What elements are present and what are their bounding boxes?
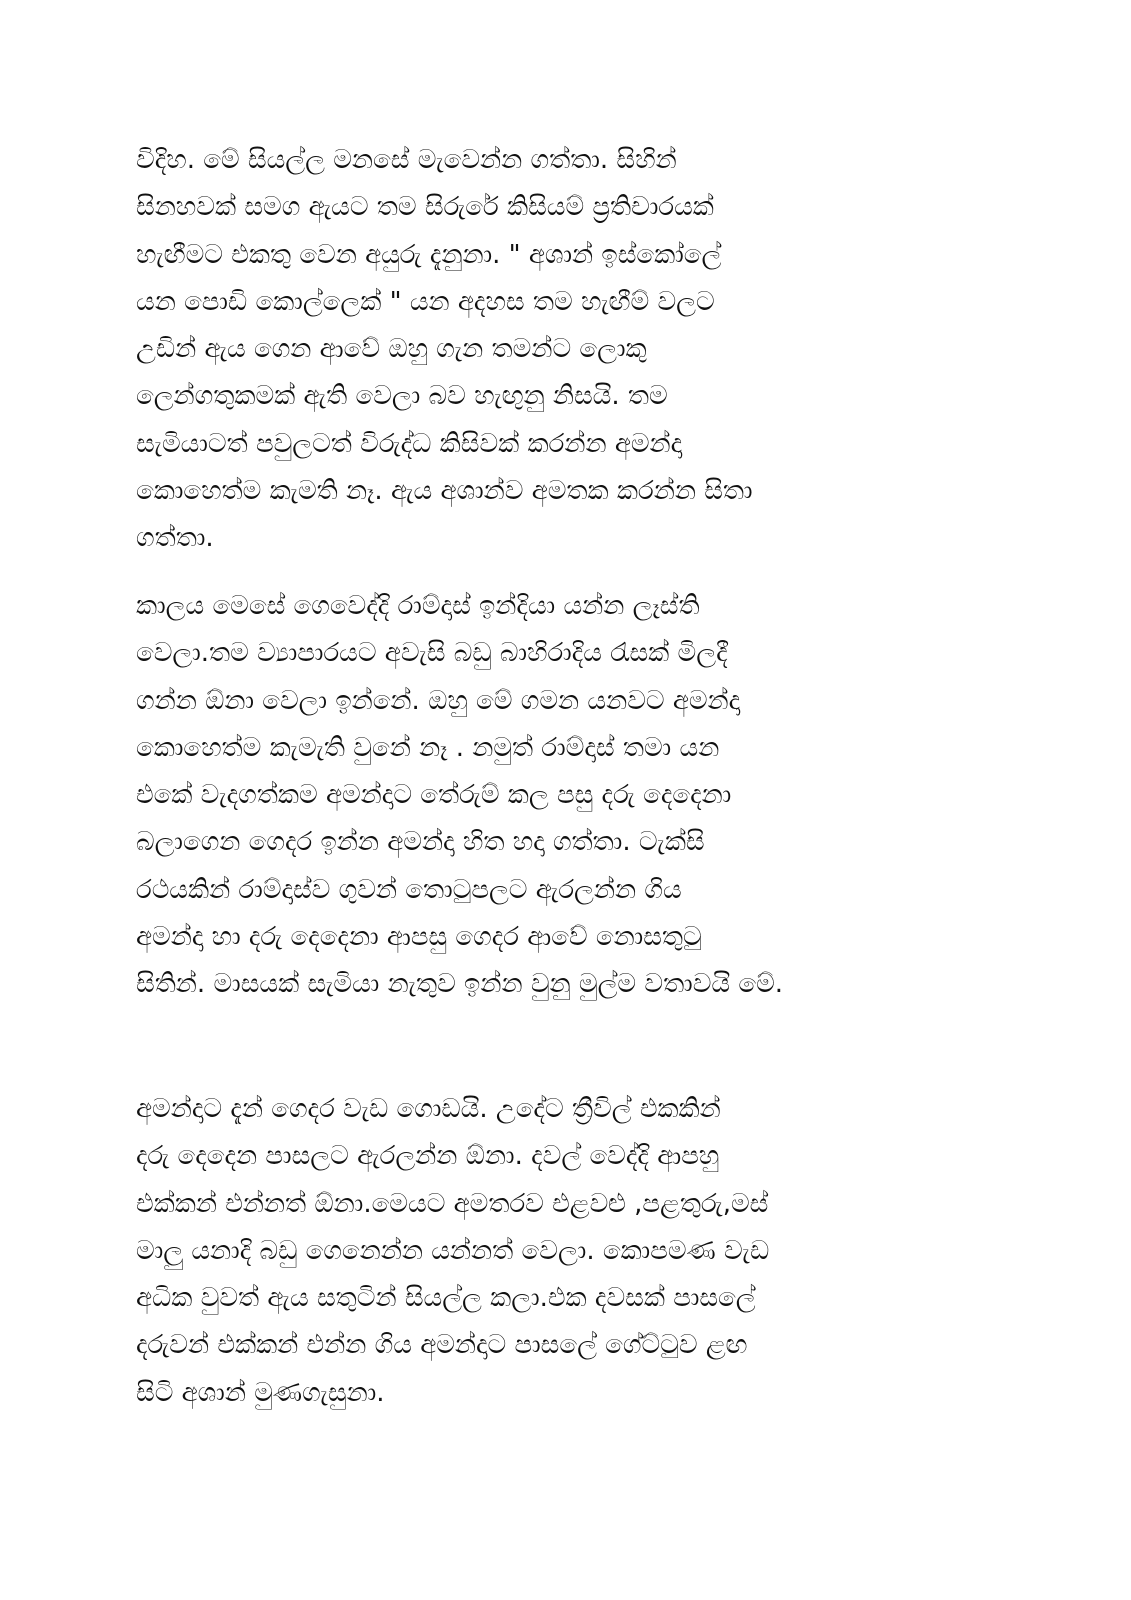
paragraph-3 xyxy=(136,1086,1016,1417)
text-line: කොහෙත්ම කැමැති වුනේ නෑ . නමුත් රාම්දාස් තමා යන xyxy=(136,732,720,763)
text-line: යන පොඩි කොල්ලෙක් " යන අදහස තම හැඟීම් වලට xyxy=(136,286,715,317)
text-line: විදිහ. මේ සියල්ල මනසේ මැවෙන්න ගත්තා. සිහින් xyxy=(136,145,677,175)
text-line: බලාගෙන ගෙදර ඉන්න අමන්දා හිත හදා ගත්තා. ටැක්සි xyxy=(136,827,705,858)
text-line: එක්කන් එන්නත් ඕනා.මෙයට අමතරව එළවළු ,පළතුරු,මස් xyxy=(136,1188,769,1219)
text-line: ගන්න ඕනා වෙලා ඉන්නේ. ඔහු මේ ගමන යනවට අමන්දා xyxy=(136,685,741,716)
paragraph-2 xyxy=(136,583,1016,1009)
text-line: කාලය මෙසේ ගෙවෙද්දි රාම්දාස් ඉන්දියා යන්න ලෑස්ති xyxy=(136,591,700,621)
text-line: සිනහවක් සමග ඇයට තම සිරුරේ කිසියම් ප්‍රතිචාරයක් xyxy=(136,192,714,223)
paragraph-1 xyxy=(136,137,1016,563)
text-line: දරුවන් එක්කන් එන්න ගිය අමන්දාට පාසලේ ගේට්ටුව ළඟ xyxy=(136,1330,748,1361)
text-line: ගත්තා. xyxy=(136,523,214,554)
text-line: සිටි අශාන් මුණගැසුනා. xyxy=(136,1377,385,1408)
text-line: කොහෙත්ම කැමති නෑ. ඇය අශාන්ව අමතක කරන්න සිතා xyxy=(136,476,753,507)
text-line: සිතින්. මාසයක් සැමියා නැතුව ඉන්න වුනු මුල්ම වතාවයි මේ. xyxy=(136,969,784,1000)
text-line: සැමියාටත් පවුලටත් විරුද්ධ කිසිවක් කරන්න අමන්දා xyxy=(136,428,683,459)
text-line: වෙලා.තම ව්‍යාපාරයට අවැසි බඩු බාහිරාදිය රැසක් මිලදී xyxy=(136,638,728,669)
text-line: අමන්දා හා දරු දෙදෙනා ආපසු ගෙදර ආවේ නොසතුටු xyxy=(136,922,702,953)
text-line: දරු දෙදෙන පාසලට ඇරලන්න ඕනා. දවල් වෙද්දි ආපහු xyxy=(136,1141,720,1172)
text-line: එකේ වැදගත්කම අමන්දාට තේරුම් කල පසු දරු දෙදෙනා xyxy=(136,780,732,811)
text-line: උඩින් ඇය ගෙන ආවේ ඔහු ගැන තමන්ට ලොකු xyxy=(136,334,647,365)
text-line: අධික වුවත් ඇය සතුටින් සියල්ල කලා.එක දවසක් පාසලේ xyxy=(136,1283,756,1314)
text-line: අමන්දාට දැන් ගෙදර වැඩ ගොඩයි. උදේට ත්‍රීවිල් එකකින් xyxy=(136,1094,721,1124)
text-line: ලෙන්ගතුකමක් ඇති වෙලා බව හැඟුනු නිසයි. තම xyxy=(136,381,668,412)
text-line: හැඟීමට එකතු වෙන අයුරු දැනුනා. " අශාන් ඉස්කෝලේ xyxy=(136,239,722,270)
text-line: මාලු යනාදි බඩු ගෙනෙන්න යන්නත් වෙලා. කොපමණ වැඩ xyxy=(136,1235,770,1266)
text-line: රථයකින් රාම්දාස්ව ගුවන් තොටුපලට ඇරලන්න ගිය xyxy=(136,874,682,905)
